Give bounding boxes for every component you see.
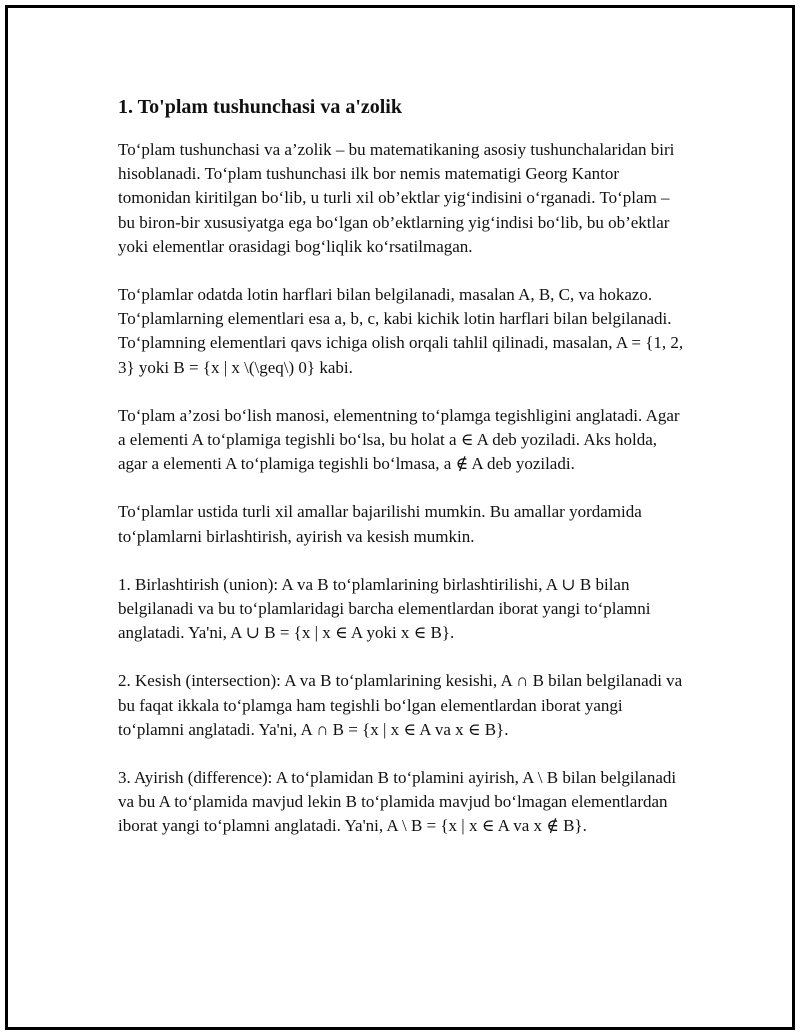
paragraph-intersection: 2. Kesish (intersection): A va B to‘plamlarining kesishi, A ∩ B bilan belgilanadi va bu faqat ikkala to‘plamga ham tegishli bo‘lgan elementlardan iborat yangi to‘plamni anglatadi. Ya'ni, A ∩ B = {x | x ∈ A va x ∈ B}. xyxy=(118,671,683,739)
section-heading: 1. To'plam tushunchasi va a'zolik xyxy=(118,96,402,118)
paragraph-definition: To‘plam tushunchasi va a’zolik – bu matematikaning asosiy tushunchalaridan biri hisoblanadi. To‘plam tushunchasi ilk bor nemis matematigi Georg Kantor tomonidan kiritilgan bo‘lib, u turli xil ob’ektlar yig‘indisini o‘rganadi. To‘plam – bu biron-bir xususiyatga ega bo‘lgan ob’ektlarning yig‘indisi bo‘lib, bu ob’ektlar yoki elementlar orasidagi bog‘liqlik ko‘rsatilmagan. xyxy=(118,140,675,256)
paragraph-notation: To‘plamlar odatda lotin harflari bilan belgilanadi, masalan A, B, C, va hokazo. To‘plamlarning elementlari esa a, b, c, kabi kichik lotin harflari bilan belgilanadi. To‘plamning elementlari qavs ichiga olish orqali tahlil qilinadi, masalan, A = {1, 2, 3} yoki B = {x | x \(\geq\) 0} kabi. xyxy=(118,285,684,377)
paragraph-operations-intro: To‘plamlar ustida turli xil amallar bajarilishi mumkin. Bu amallar yordamida to‘plamlarni birlashtirish, ayirish va kesish mumkin. xyxy=(118,502,642,546)
paragraph-membership: To‘plam a’zosi bo‘lish manosi, elementning to‘plamga tegishligini anglatadi. Agar a elementi A to‘plamiga tegishli bo‘lsa, bu holat a ∈ A deb yoziladi. Aks holda, agar a elementi A to‘plamiga tegishli bo‘lmasa, a ∉ A deb yoziladi. xyxy=(118,405,680,474)
paragraph-difference: 3. Ayirish (difference): A to‘plamidan B to‘plamini ayirish, A \ B bilan belgilanadi va bu A to‘plamida mavjud lekin B to‘plamida mavjud bo‘lmagan elementlardan iborat yangi to‘plamni anglatadi. Ya'ni, A \ B = {x | x ∈ A va x ∉ B}. xyxy=(118,768,677,836)
paragraph-union: 1. Birlashtirish (union): A va B to‘plamlarining birlashtirilishi, A ∪ B bilan belgilanadi va bu to‘plamlaridagi barcha elementlardan iborat yangi to‘plamni anglatadi. Ya'ni, A ∪ B = {x | x ∈ A yoki x ∈ B}. xyxy=(118,574,651,643)
document-body xyxy=(118,94,688,863)
